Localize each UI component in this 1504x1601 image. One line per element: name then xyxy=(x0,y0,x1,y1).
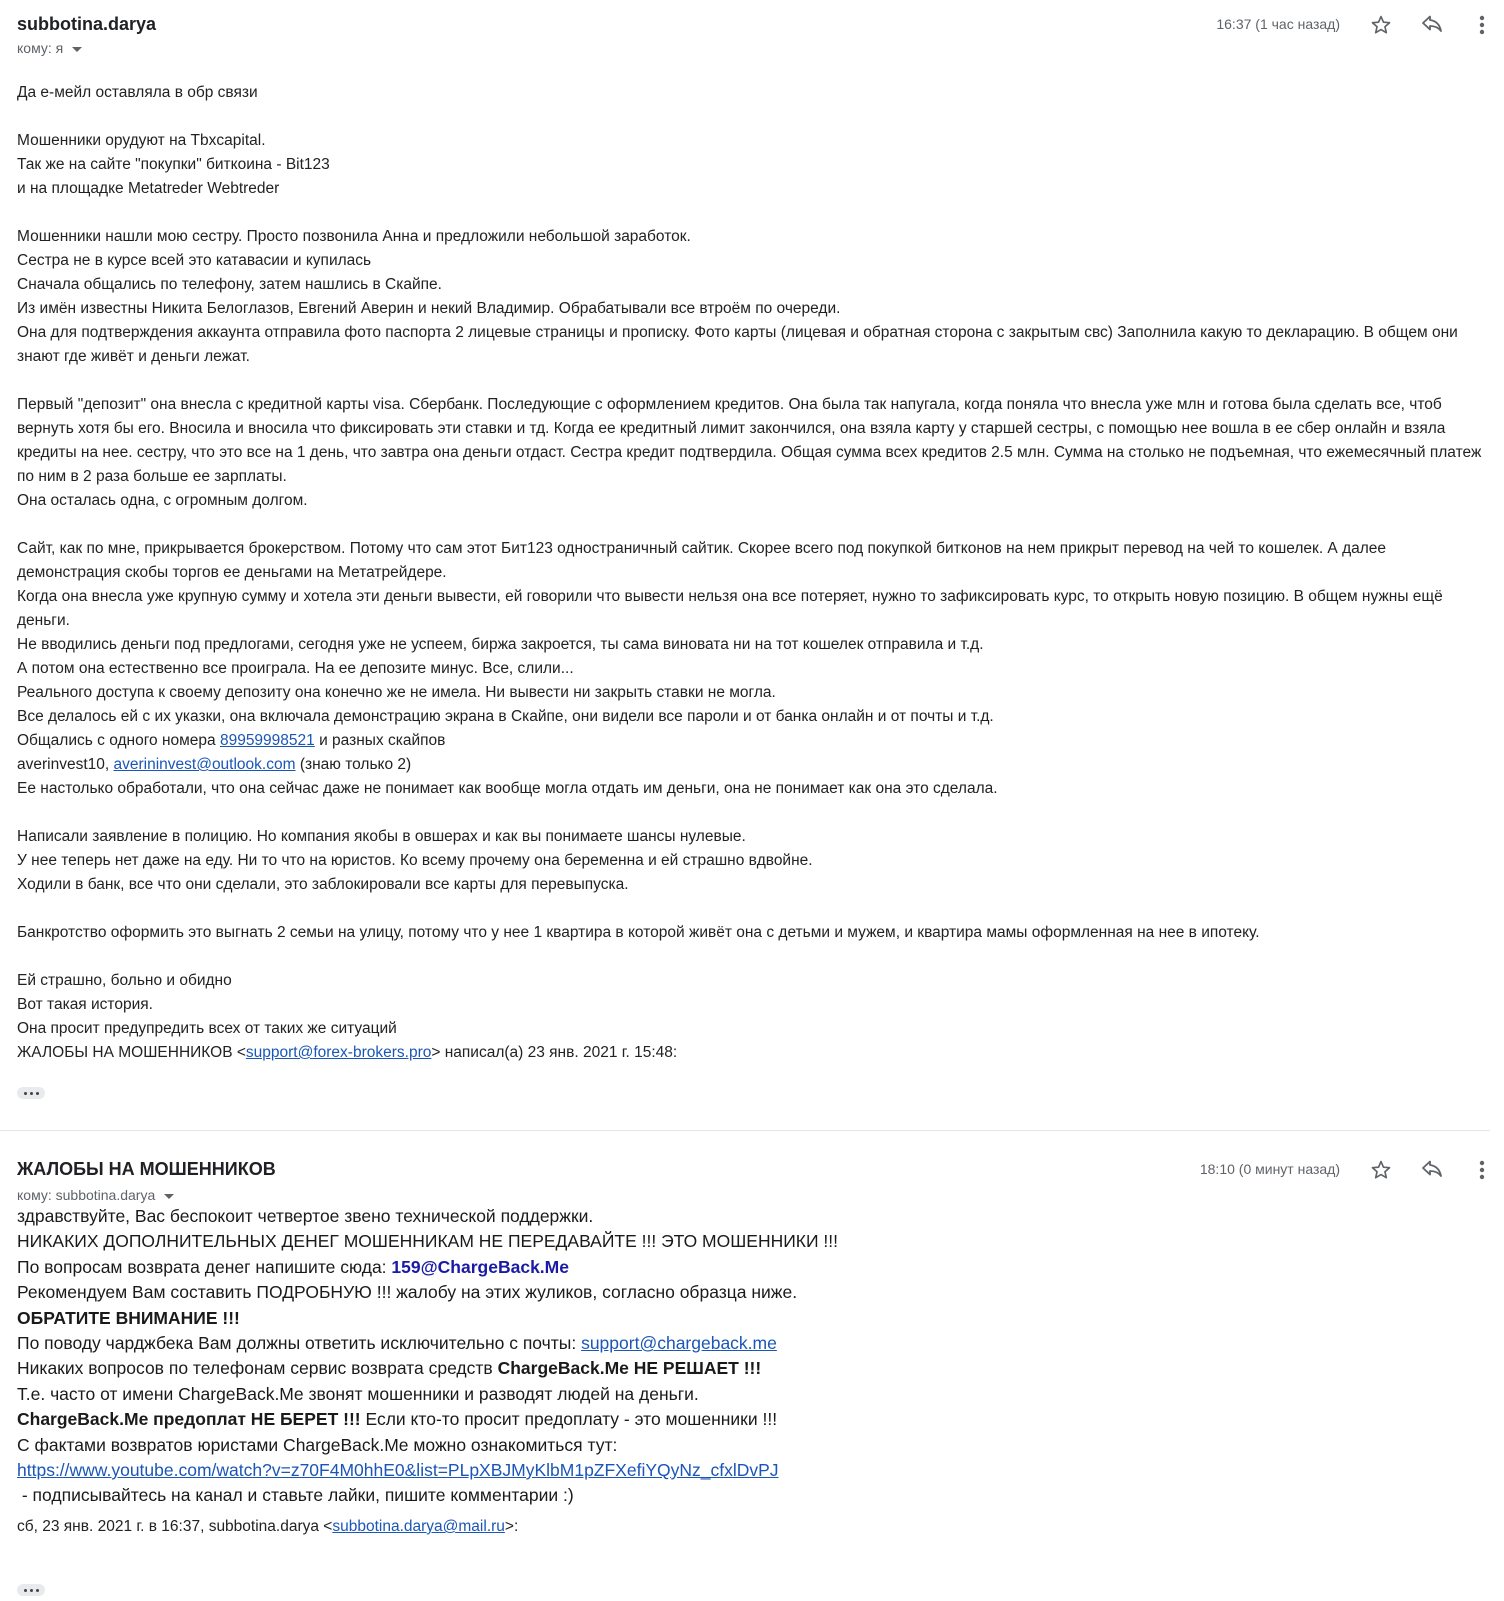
line7-prefix: Никаких вопросов по телефонам сервис возврата средств xyxy=(17,1358,498,1379)
ellipsis-icon[interactable] xyxy=(17,1584,45,1596)
body-line: Сначала общались по телефону, затем нашлись в Скайпе. xyxy=(17,276,442,293)
message-body xyxy=(17,81,1487,1065)
support-email-link[interactable]: support@chargeback.me xyxy=(581,1333,777,1354)
body-line: А потом она естественно все проиграла. На ее депозите минус. Все, слили... xyxy=(17,660,574,677)
caret-down-icon[interactable] xyxy=(164,1194,174,1199)
youtube-link[interactable]: https://www.youtube.com/watch?v=z70F4M0hhE0&list=PLpXBJMyKlbM1pZFXefiYQyNz_cfxlDvPJ xyxy=(17,1460,779,1481)
phone-suffix: и разных скайпов xyxy=(314,732,446,749)
caret-down-icon[interactable] xyxy=(72,47,82,52)
body-line xyxy=(17,1331,1487,1356)
quote-suffix: > написал(а) 23 янв. 2021 г. 15:48: xyxy=(431,1044,678,1061)
email-link[interactable]: averininvest@outlook.com xyxy=(113,756,296,773)
body-line: У нее теперь нет даже на еду. Ни то что на юристов. Ко всему прочему она беременна и ей страшно вдвойне. xyxy=(17,852,813,869)
star-icon[interactable] xyxy=(1366,1155,1396,1185)
sender-name[interactable]: ЖАЛОБЫ НА МОШЕННИКОВ xyxy=(17,1159,276,1179)
body-line: Ей страшно, больно и обидно xyxy=(17,972,232,989)
body-line: Ходили в банк, все что они сделали, это заблокировали все карты для перевыпуска. xyxy=(17,876,629,893)
quote-header xyxy=(17,1041,1487,1065)
body-line: Мошенники орудуют на Tbxcapital. xyxy=(17,132,266,149)
more-vertical-icon[interactable] xyxy=(1467,1155,1497,1185)
body-line: Сайт, как по мне, прикрывается брокерством. Потому что сам этот Бит123 одностраничный сайтик. Скорее всего под покупкой битконов на нем прикрыт перевод на чей то кошелек. А далее демонстрация скобы торгов ее деньгами на Метатрейдере. xyxy=(17,540,1391,581)
attention-heading: ОБРАТИТЕ ВНИМАНИЕ !!! xyxy=(17,1307,240,1328)
line7-bold: ChargeBack.Me НЕ РЕШАЕТ !!! xyxy=(497,1358,762,1379)
message-divider xyxy=(0,1130,1490,1131)
body-line: Она осталась одна, с огромным долгом. xyxy=(17,492,308,509)
body-line: Да е-мейл оставляла в обр связи xyxy=(17,84,258,101)
reply-icon[interactable] xyxy=(1417,1155,1447,1185)
body-line: Написали заявление в полицию. Но компания якобы в овшерах и как вы понимаете шансы нулевые. xyxy=(17,828,746,845)
body-line: Первый "депозит" она внесла с кредитной карты visa. Сбербанк. Последующие с оформлением кредитов. Она была так напугала, когда поняла что внесла уже млн и готова была сделать все, чтоб вернуть хотя бы его. Вносила и вносила что фиксировать эти ставки и тд. Когда ее кредитный лимит закончился, она взяла карту у старшей сестры, с помощью нее вошла в ее сбер онлайн и взяла кредиты на нее. сестру, что это все на 1 день, что завтра она деньги отдаст. Сестра кредит подтвердила. Общая сумма всех кредитов 2.5 млн. Сумма на столько не подъемная, что ежемесячный платеж по ним в 2 раза больше ее зарплаты. xyxy=(17,396,1486,485)
body-line: НИКАКИХ ДОПОЛНИТЕЛЬНЫХ ДЕНЕГ МОШЕННИКАМ НЕ ПЕРЕДАВАЙТЕ !!! ЭТО МОШЕННИКИ !!! xyxy=(17,1231,839,1252)
body-line xyxy=(17,1458,1487,1483)
line9-bold: ChargeBack.Me предоплат НЕ БЕРЕТ !!! xyxy=(17,1409,361,1430)
star-icon[interactable] xyxy=(1366,10,1396,40)
body-line: Так же на сайте "покупки" биткоина - Bit123 xyxy=(17,156,330,173)
message-timestamp: 18:10 (0 минут назад) xyxy=(1199,1161,1340,1177)
message-body xyxy=(17,1204,1487,1509)
body-line: Т.е. часто от имени ChargeBack.Me звонят мошенники и разводят людей на деньги. xyxy=(17,1383,699,1404)
phone-prefix: Общались с одного номера xyxy=(17,732,220,749)
quote-prefix: сб, 23 янв. 2021 г. в 16:37, subbotina.darya < xyxy=(17,1518,333,1535)
body-line: здравствуйте, Вас беспокоит четвертое звено технической поддержки. xyxy=(17,1206,594,1226)
skype-suffix: (знаю только 2) xyxy=(295,756,412,773)
body-line: Мошенники нашли мою сестру. Просто позвонила Анна и предложили небольшой заработок. xyxy=(17,228,691,245)
recipient-details[interactable] xyxy=(17,1187,174,1203)
quote-email-link[interactable]: subbotina.darya@mail.ru xyxy=(332,1518,505,1535)
body-line: Она для подтверждения аккаунта отправила фото паспорта 2 лицевые страницы и прописку. Фото карты (лицевая и обратная сторона с закрытым свс) Заполнила какую то декларацию. В общем они знают где живёт и деньги лежат. xyxy=(17,324,1463,365)
skype-prefix: averinvest10, xyxy=(17,756,114,773)
line3-prefix: По вопросам возврата денег напишите сюда: xyxy=(17,1256,392,1277)
body-line: Она просит предупредить всех от таких же ситуаций xyxy=(17,1020,397,1037)
recipient-details[interactable] xyxy=(17,40,82,56)
message-timestamp: 16:37 (1 час назад) xyxy=(1216,16,1340,32)
line6-prefix: По поводу чарджбека Вам должны ответить исключительно с почты: xyxy=(17,1333,582,1354)
body-line: Все делалось ей с их указки, она включала демонстрацию экрана в Скайпе, они видели все пароли и от банка онлайн и от почты и т.д. xyxy=(17,708,994,725)
body-line: и на площадке Metatreder Webtreder xyxy=(17,180,280,197)
recipient-label: кому: subbotina.darya xyxy=(17,1187,156,1203)
body-line: Ее настолько обработали, что она сейчас даже не понимает как вообще могла отдать им деньги, она не понимает как она это сделала. xyxy=(17,780,998,797)
quote-suffix: >: xyxy=(504,1518,519,1535)
body-line xyxy=(17,1407,1487,1432)
body-line: - подписывайтесь на канал и ставьте лайки, пишите комментарии :) xyxy=(17,1485,574,1506)
recipient-label: кому: я xyxy=(17,40,64,56)
body-line: Когда она внесла уже крупную сумму и хотела эти деньги вывести, ей говорили что вывести нельзя она все потеряет, нужно то зафиксировать курс, то открыть новую позицию. В общем нужны ещё деньги. xyxy=(17,588,1448,629)
more-vertical-icon[interactable] xyxy=(1467,10,1497,40)
ellipsis-icon[interactable] xyxy=(17,1087,45,1099)
chargeback-email[interactable]: 159@ChargeBack.Me xyxy=(391,1256,569,1277)
reply-icon[interactable] xyxy=(1417,10,1447,40)
body-line: Не вводились деньги под предлогами, сегодня уже не успеем, биржа закроется, ты сама виновата ни на тот кошелек отправила и т.д. xyxy=(17,636,984,653)
phone-link[interactable]: 89959998521 xyxy=(219,732,315,749)
sender-name[interactable]: subbotina.darya xyxy=(17,14,157,34)
email-message-2 xyxy=(0,1144,1504,1601)
body-line xyxy=(17,1356,1487,1381)
quote-prefix: ЖАЛОБЫ НА МОШЕННИКОВ < xyxy=(17,1044,246,1061)
body-line xyxy=(17,1306,1487,1331)
body-line: Сестра не в курсе всей это катавасии и купилась xyxy=(17,252,372,269)
body-line: Из имён известны Никита Белоглазов, Евгений Аверин и некий Владимир. Обрабатывали все втроём по очереди. xyxy=(17,300,841,317)
body-line: Вот такая история. xyxy=(17,996,153,1013)
line9-rest: Если кто-то просит предоплату - это мошенники !!! xyxy=(360,1409,778,1430)
quote-email-link[interactable]: support@forex-brokers.pro xyxy=(245,1044,432,1061)
phone-line xyxy=(17,729,1487,753)
body-line: Реального доступа к своему депозиту она конечно же не имела. Ни вывести ни закрыть ставки не могла. xyxy=(17,684,776,701)
body-line: Рекомендуем Вам составить ПОДРОБНУЮ !!! жалобу на этих жуликов, согласно образца ниже. xyxy=(17,1282,798,1303)
skype-line xyxy=(17,753,1487,777)
body-line: С фактами возвратов юристами ChargeBack.Me можно ознакомиться тут: xyxy=(17,1434,618,1455)
body-line: Банкротство оформить это выгнать 2 семьи на улицу, потому что у нее 1 квартира в которой живёт она с детьми и мужем, и квартира мамы оформленная на нее в ипотеку. xyxy=(17,924,1260,941)
quote-header xyxy=(17,1518,518,1536)
body-line xyxy=(17,1255,1487,1280)
